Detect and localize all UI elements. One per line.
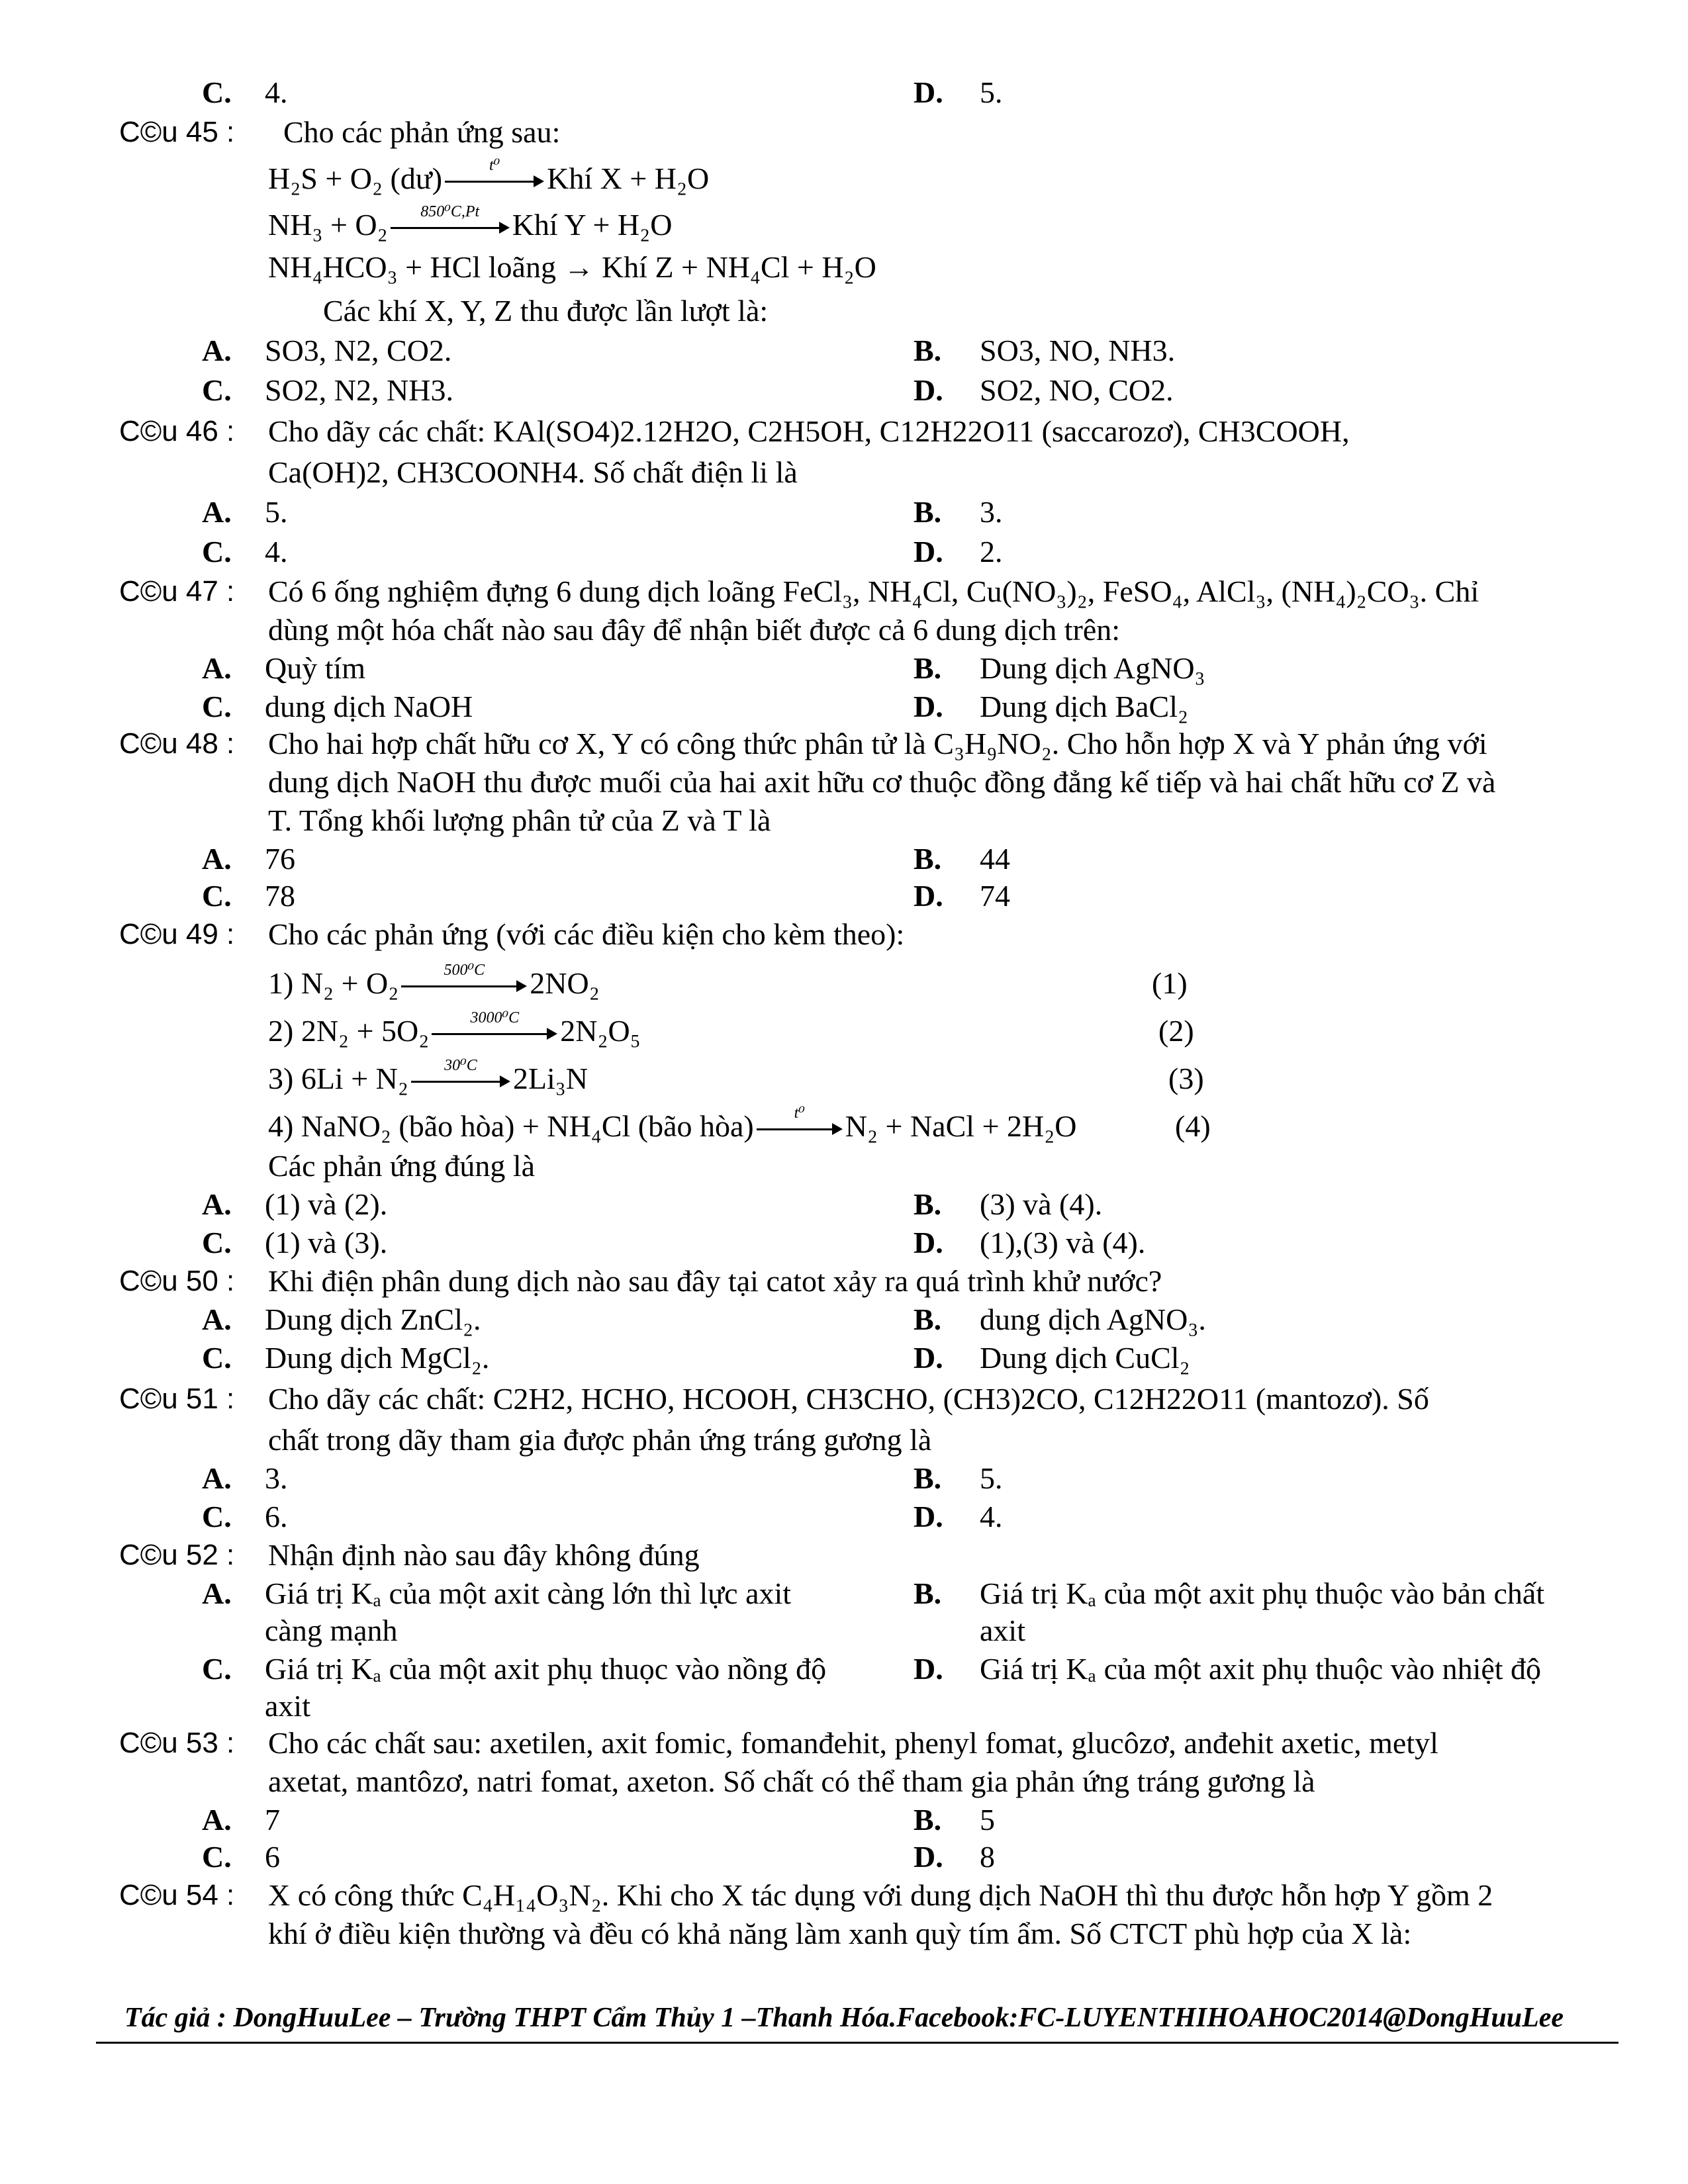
option-label: C. — [202, 690, 232, 723]
option-text: 4. — [980, 1500, 1003, 1533]
reaction-number: (2) — [1158, 1014, 1194, 1048]
reaction-number: (1) — [1152, 966, 1188, 1000]
option-label: A. — [202, 651, 232, 685]
option-label: D. — [914, 1840, 943, 1874]
question-stem: Cho các phản ứng sau: — [283, 115, 561, 149]
reaction-arrow-icon: 850⁰C,Pt — [391, 214, 510, 241]
option-label: B. — [914, 651, 942, 685]
question-stem: Ca(OH)2, CH3COONH4. Số chất điện li là — [268, 455, 798, 489]
question-label: C©u 53 : — [119, 1727, 235, 1759]
reaction-arrow-icon: 3000⁰C — [432, 1021, 557, 1047]
option-label: C. — [202, 1341, 232, 1375]
reaction-equation: NH₄HCO₃ + HCl loãng → Khí Z + NH₄Cl + H₂O — [268, 250, 876, 284]
option-text: 44 — [980, 842, 1010, 876]
option-text: càng mạnh — [265, 1614, 398, 1647]
option-text: Giá trị Kₐ của một axit càng lớn thì lực axit — [265, 1576, 792, 1610]
question-stem: Cho các phản ứng (với các điều kiện cho kèm theo): — [268, 917, 905, 951]
question-stem: Khi điện phân dung dịch nào sau đây tại catot xảy ra quá trình khử nước? — [268, 1264, 1162, 1298]
question-text: Các phản ứng đúng là — [268, 1149, 536, 1183]
question-stem: Cho dãy các chất: KAl(SO4)2.12H2O, C2H5OH, C12H22O11 (saccarozơ), CH3COOH, — [268, 414, 1350, 448]
question-label: C©u 52 : — [119, 1539, 235, 1571]
reaction-equation: 1) N₂ + O₂ 500⁰C 2NO₂ — [268, 962, 600, 1000]
option-label: D. — [914, 1341, 943, 1375]
reaction-equation: H₂S + O₂ (dư) t⁰ Khí X + H₂O — [268, 157, 710, 195]
option-text: axit — [980, 1614, 1025, 1647]
question-stem: dùng một hóa chất nào sau đây để nhận biết được cả 6 dung dịch trên: — [268, 613, 1121, 647]
option-text: 3. — [265, 1461, 288, 1495]
reaction-arrow-icon: t⁰ — [445, 168, 544, 195]
question-stem: dung dịch NaOH thu được muối của hai axit hữu cơ thuộc đồng đẳng kế tiếp và hai chất hữu cơ Z và — [268, 765, 1496, 799]
footer-divider — [96, 2042, 1618, 2044]
reaction-arrow-icon: 500⁰C — [401, 973, 527, 999]
option-label: A. — [202, 1803, 232, 1837]
question-label: C©u 45 : — [119, 116, 235, 148]
option-label: D. — [914, 1226, 943, 1259]
reaction-equation: 2) 2N₂ + 5O₂ 3000⁰C 2N₂O₅ — [268, 1009, 641, 1048]
option-label: A. — [202, 1302, 232, 1336]
option-label: D. — [914, 373, 943, 407]
question-label: C©u 49 : — [119, 918, 235, 950]
option-text: SO2, NO, CO2. — [980, 373, 1174, 407]
option-label: A. — [202, 334, 232, 367]
question-label: C©u 48 : — [119, 727, 235, 760]
option-label: D. — [914, 1652, 943, 1686]
question-label: C©u 51 : — [119, 1383, 235, 1415]
question-label: C©u 47 : — [119, 575, 235, 608]
option-text: SO2, N2, NH3. — [265, 373, 453, 407]
option-text: Dung dịch ZnCl₂. — [265, 1302, 481, 1336]
reaction-arrow-icon: t⁰ — [757, 1116, 843, 1142]
reaction-equation: 3) 6Li + N₂ 30⁰C 2Li₃N — [268, 1057, 588, 1095]
question-stem: axetat, mantôzơ, natri fomat, axeton. Số chất có thể tham gia phản ứng tráng gương là — [268, 1764, 1315, 1798]
option-label: B. — [914, 1803, 942, 1837]
option-text: 6 — [265, 1840, 280, 1874]
option-text: 8 — [980, 1840, 995, 1874]
option-text: Dung dịch CuCl₂ — [980, 1341, 1190, 1375]
option-label: B. — [914, 842, 942, 876]
option-text: Dung dịch MgCl₂. — [265, 1341, 490, 1375]
option-text: 4. — [265, 75, 288, 109]
option-label: C. — [202, 1500, 232, 1533]
option-text: 5. — [265, 495, 288, 529]
reaction-equation: NH₃ + O₂ 850⁰C,Pt Khí Y + H₂O — [268, 203, 673, 242]
option-label: D. — [914, 690, 943, 723]
option-label: A. — [202, 842, 232, 876]
question-stem: khí ở điều kiện thường và đều có khả năng làm xanh quỳ tím ẩm. Số CTCT phù hợp của X là: — [268, 1917, 1412, 1950]
question-label: C©u 46 : — [119, 415, 235, 447]
question-stem: Cho dãy các chất: C2H2, HCHO, HCOOH, CH3CHO, (CH3)2CO, C12H22O11 (mantozơ). Số — [268, 1382, 1429, 1416]
option-text: 3. — [980, 495, 1003, 529]
option-label: C. — [202, 1652, 232, 1686]
reaction-number: (3) — [1168, 1062, 1204, 1095]
option-label: D. — [914, 879, 943, 913]
option-label: B. — [914, 495, 942, 529]
option-label: B. — [914, 1187, 942, 1221]
option-text: axit — [265, 1689, 310, 1723]
question-stem: Cho các chất sau: axetilen, axit fomic, fomanđehit, phenyl fomat, glucôzơ, anđehit axetic, metyl — [268, 1726, 1438, 1760]
reaction-arrow-icon: 30⁰C — [411, 1068, 510, 1095]
option-text: (1) và (3). — [265, 1226, 388, 1259]
option-text: Giá trị Kₐ của một axit phụ thuộc vào nhiệt độ — [980, 1652, 1542, 1686]
option-label: B. — [914, 1302, 942, 1336]
option-text: 4. — [265, 535, 288, 569]
option-label: D. — [914, 1500, 943, 1533]
option-label: B. — [914, 1461, 942, 1495]
option-label: A. — [202, 495, 232, 529]
page-footer: Tác giả : DongHuuLee – Trường THPT Cẩm Thủy 1 –Thanh Hóa.Facebook:FC-LUYENTHIHOAHOC2014@DongHuuLee — [124, 2003, 1564, 2033]
question-stem: Có 6 ống nghiệm đựng 6 dung dịch loãng FeCl₃, NH₄Cl, Cu(NO₃)₂, FeSO₄, AlCl₃, (NH₄)₂CO₃. Chỉ — [268, 574, 1479, 608]
option-text: 5. — [980, 75, 1003, 109]
option-text: SO3, NO, NH3. — [980, 334, 1176, 367]
option-text: dung dịch AgNO₃. — [980, 1302, 1206, 1336]
option-text: (1) và (2). — [265, 1187, 388, 1221]
question-text: Các khí X, Y, Z thu được lần lượt là: — [323, 294, 769, 328]
option-text: 7 — [265, 1803, 280, 1837]
option-text: 6. — [265, 1500, 288, 1533]
option-label: C. — [202, 75, 232, 109]
option-text: 76 — [265, 842, 295, 876]
option-text: SO3, N2, CO2. — [265, 334, 452, 367]
option-text: Dung dịch AgNO₃ — [980, 651, 1205, 685]
option-label: B. — [914, 1576, 942, 1610]
option-text: Giá trị Kₐ của một axit phụ thuộc vào bản chất — [980, 1576, 1545, 1610]
question-stem: Nhận định nào sau đây không đúng — [268, 1538, 700, 1572]
option-text: 78 — [265, 879, 295, 913]
option-text: dung dịch NaOH — [265, 690, 473, 723]
option-text: Giá trị Kₐ của một axit phụ thuọc vào nồng độ — [265, 1652, 827, 1686]
option-text: 5. — [980, 1461, 1003, 1495]
option-text: (1),(3) và (4). — [980, 1226, 1146, 1259]
option-label: C. — [202, 1840, 232, 1874]
option-text: (3) và (4). — [980, 1187, 1103, 1221]
option-label: A. — [202, 1576, 232, 1610]
option-label: A. — [202, 1461, 232, 1495]
option-text: 2. — [980, 535, 1003, 569]
option-label: C. — [202, 535, 232, 569]
option-label: C. — [202, 879, 232, 913]
option-text: 5 — [980, 1803, 995, 1837]
question-stem: chất trong dãy tham gia được phản ứng tráng gương là — [268, 1423, 932, 1457]
reaction-equation: 4) NaNO₂ (bão hòa) + NH₄Cl (bão hòa) t⁰ N₂ + NaCl + 2H₂O — [268, 1105, 1077, 1143]
question-label: C©u 50 : — [119, 1265, 235, 1297]
reaction-number: (4) — [1175, 1109, 1211, 1143]
option-label: C. — [202, 1226, 232, 1259]
option-label: D. — [914, 535, 943, 569]
question-stem: X có công thức C₄H₁₄O₃N₂. Khi cho X tác dụng với dung dịch NaOH thì thu được hỗn hợp Y gồm 2 — [268, 1878, 1493, 1912]
option-label: B. — [914, 334, 942, 367]
question-stem: T. Tổng khối lượng phân tử của Z và T là — [268, 803, 771, 837]
option-label: D. — [914, 75, 943, 109]
option-text: 74 — [980, 879, 1010, 913]
option-text: Dung dịch BaCl₂ — [980, 690, 1189, 723]
option-label: C. — [202, 373, 232, 407]
option-text: Quỳ tím — [265, 651, 366, 685]
question-stem: Cho hai hợp chất hữu cơ X, Y có công thức phân tử là C₃H₉NO₂. Cho hỗn hợp X và Y phản ứng với — [268, 727, 1487, 760]
question-label: C©u 54 : — [119, 1879, 235, 1911]
option-label: A. — [202, 1187, 232, 1221]
